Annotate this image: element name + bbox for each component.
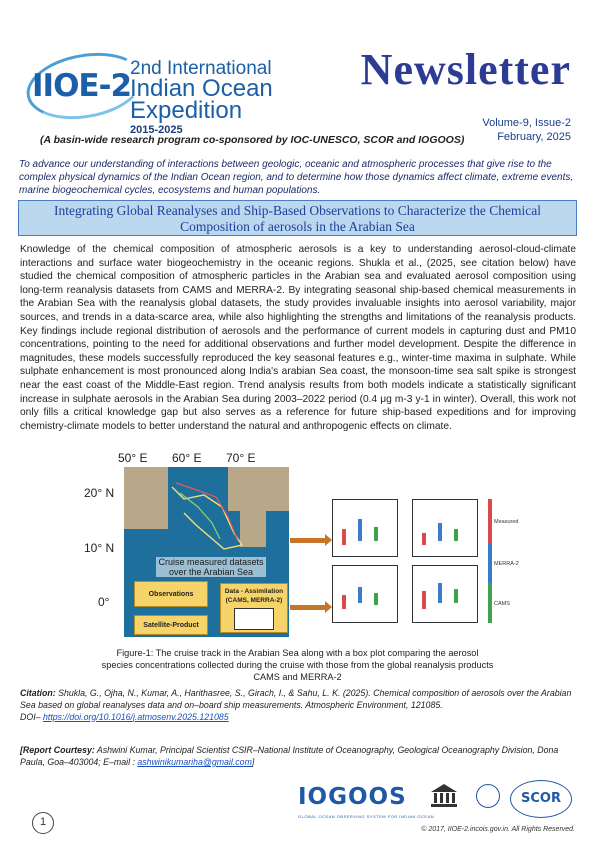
report-courtesy: [20, 745, 576, 769]
newsletter-title: Newsletter: [360, 45, 571, 94]
caption-line-2: species concentrations collected during the cruise with those from the global reanalysis products: [101, 660, 494, 670]
map-annotation: [156, 557, 266, 577]
map-annotation-line-2: over the Arabian Sea: [168, 567, 254, 577]
logo-mark: IIOE-2: [32, 68, 132, 104]
side-label-measured: Measured: [494, 519, 519, 525]
figure-1: [84, 451, 519, 640]
arrow-to-plots-bottom: [290, 605, 326, 610]
iogoos-logo: IOGOOS: [298, 784, 407, 810]
citation-text: Shukla, G., Ojha, N., Kumar, A., Harithasree, S., Girach, I., & Sahu, L. K. (2025). Chemical composition of aerosols over the Arabian Sea based on global reanalyses data and on–board ship measurements. Atmospheric Environment, 121085.: [20, 688, 572, 710]
satellite-product-box: Satellite-Product: [134, 615, 208, 635]
unesco-temple-icon: [430, 782, 458, 808]
courtesy-text: Ashwini Kumar, Principal Scientist CSIR–National Institute of Oceanography, Geological Oceanography Division, Dona Paula, Goa–403004; E–mail :: [20, 745, 559, 767]
logo-line-2: Indian Ocean: [130, 75, 273, 102]
page-number: 1: [32, 812, 54, 834]
assimilation-line-1: Data - Assimilation: [224, 588, 284, 595]
side-label-cams: CAMS: [494, 601, 510, 607]
article-headline-box: [18, 200, 577, 236]
logo-years: 2015-2025: [130, 124, 183, 136]
logo-text: [130, 60, 273, 122]
logo-line-3: Expedition: [130, 97, 243, 124]
cams-bar: [488, 583, 492, 623]
lon-label-60e: 60° E: [172, 451, 202, 465]
data-assimilation-box: [220, 583, 288, 633]
merra2-bar: [488, 543, 492, 583]
headline-line-1: Integrating Global Reanalyses and Ship-Based Observations to Characterize the Chemical: [54, 203, 541, 218]
intro-statement: To advance our understanding of interactions between geologic, oceanic and atmospheric processes that give rise to the complex physical dynamics of the Indian Ocean region, and to determine how those dynamics affect climate, extreme events, marine biogeochemical cycles, ecosystems and human populations.: [19, 159, 574, 196]
program-note: (A basin-wide research program co-sponsored by IOC-UNESCO, SCOR and IOGOOS): [40, 134, 465, 146]
courtesy-label: [Report Courtesy:: [20, 745, 95, 755]
lat-label-0: 0°: [98, 595, 110, 609]
article-headline: [19, 201, 576, 235]
lat-label-20n: 20° N: [84, 486, 115, 500]
headline-line-2: Composition of aerosols in the Arabian Sea: [180, 219, 415, 234]
computer-icon: [234, 608, 274, 630]
citation-block: [20, 688, 576, 723]
map-annotation-line-1: Cruise measured datasets: [158, 557, 264, 567]
lat-label-10n: 10° N: [84, 541, 115, 555]
lon-label-50e: 50° E: [118, 451, 148, 465]
issue-date: February, 2025: [497, 131, 571, 143]
box-plot-marks: [332, 499, 482, 627]
lon-label-70e: 70° E: [226, 451, 256, 465]
figure-caption: [60, 647, 535, 683]
cruise-track-map: [124, 467, 289, 637]
iogoos-tagline: GLOBAL OCEAN OBSERVING SYSTEM FOR INDIAN OCEAN: [298, 814, 435, 819]
doi-link[interactable]: https://doi.org/10.1016/j.atmosenv.2025.121085: [42, 711, 229, 722]
copyright: © 2017, IIOE-2.incois.gov.in. All Rights Reserved.: [421, 826, 575, 833]
logo-line-1: 2nd International: [130, 58, 272, 79]
doi-label: DOI–: [20, 711, 43, 722]
ioc-emblem-icon: [476, 784, 500, 808]
scor-logo: SCOR: [510, 780, 572, 818]
courtesy-close: ]: [251, 756, 255, 767]
caption-line-3: CAMS and MERRA-2: [253, 672, 342, 682]
measured-bar: [488, 499, 492, 543]
article-body: Knowledge of the chemical composition of atmospheric aerosols is a key to understanding aerosol-cloud-climate interactions and surface water biogeochemistry in the oceanic regions. Shukla et al., (2025, see citation below) have studied the chemical composition of atmospheric particles in the Arabian sea and evaluated aerosol composition using long-term reanalysis datasets from CAMS and MERRA-2. By integrating seasonal ship-based chemical measurements in the Arabian Sea with the reanalysis global datasets, the study provides invaluable insights into aerosol variability, major sources, and trends in a data-scarce area, while also highlighting the strengths and limitations of the reanalysis products. Key findings include regional distribution of aerosols and the performance of current models in capturing dust and PM10 concentrations, pointing to the need for additional observations and further model development. Despite the difference in magnitudes, these models successfully reproduced the key seasonal features e.g., winter-time maxima in sulphate. While sulphate enhancement is most pronounced along India's arabian Sea coast, the monsoon-time sea salt spike is strongest near the east coast of the Middle-East region. Trend analysis results from both models indicate a statistically significant increase in sulphate aerosols in the Arabian Sea during 2003–2022 period (0.4 μg m-3 y-1 in winter). Overall, this work not only fills a critical knowledge gap but also serves as a reference for future ship-based expeditions and for improving chemistry-climate models to better understand the natural and anthropogenic effects on climate.: [20, 244, 576, 432]
box-plot-panels: [332, 499, 519, 629]
issue-info: [482, 116, 571, 144]
volume-issue: Volume-9, Issue-2: [482, 117, 571, 129]
partner-logos: [298, 780, 578, 820]
caption-line-1: Figure-1: The cruise track in the Arabian Sea along with a box plot comparing the aerosol: [116, 648, 479, 658]
citation-label: Citation:: [20, 688, 56, 698]
observations-box: Observations: [134, 581, 208, 607]
side-label-merra2: MERRA-2: [494, 561, 519, 567]
assimilation-line-2: (CAMS, MERRA-2): [225, 597, 283, 604]
courtesy-email-link[interactable]: ashwinikumariha@gmail.com: [137, 756, 252, 767]
arrow-to-plots-top: [290, 538, 326, 543]
